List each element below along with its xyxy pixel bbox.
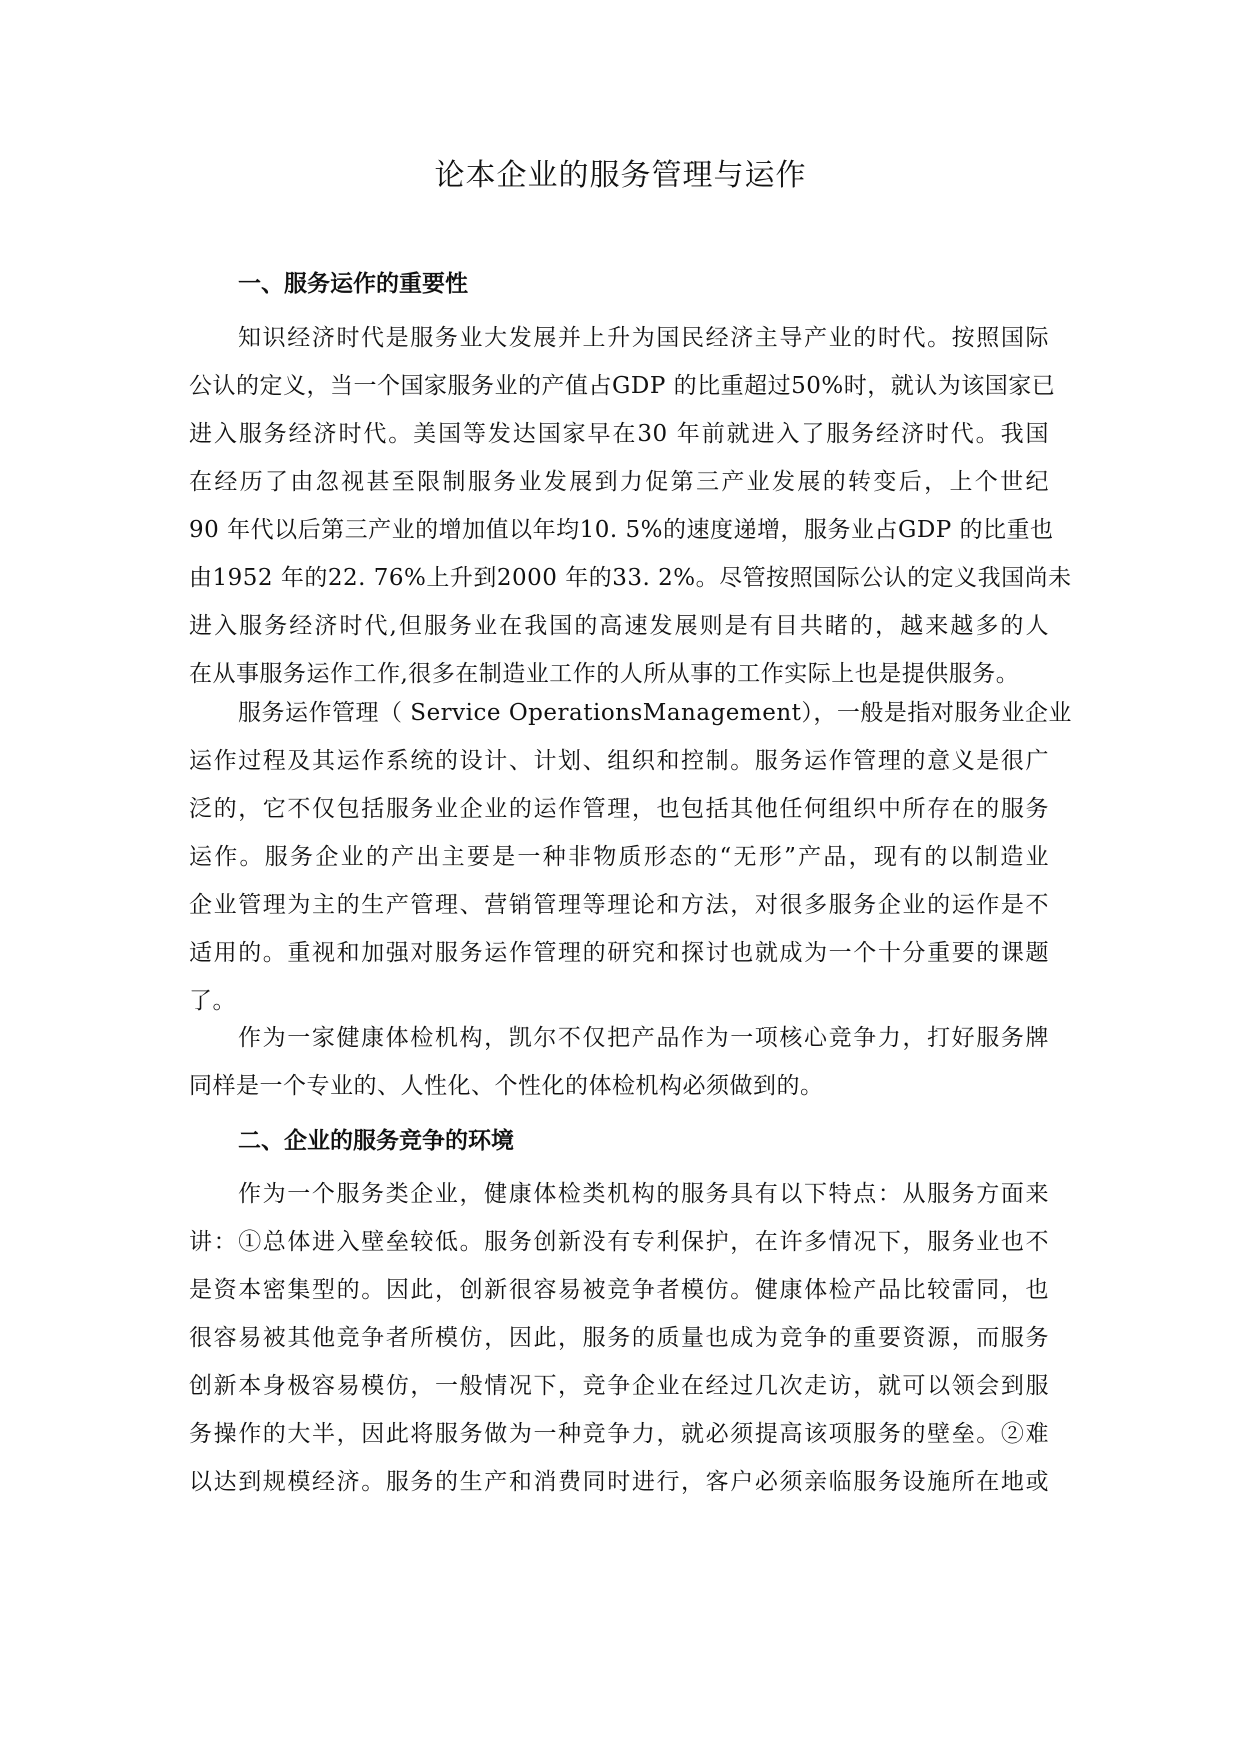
paragraph-line: 由1952 年的22. 76%上升到2000 年的33. 2%。尽管按照国际公认的定义我国尚未: [189, 565, 1072, 591]
paragraph-3: [189, 1014, 1049, 1110]
paragraph-2: [189, 689, 1072, 1025]
paragraph-line: 公认的定义，当一个国家服务业的产值占GDP 的比重超过50%时，就认为该国家已: [189, 373, 1056, 399]
paragraph-line: 运作。服务企业的产出主要是一种非物质形态的“无形”产品，现有的以制造业: [189, 844, 1049, 870]
paragraph-line: 了。: [189, 988, 236, 1014]
paragraph-line: 讲：①总体进入壁垒较低。服务创新没有专利保护，在许多情况下，服务业也不: [189, 1229, 1049, 1255]
paragraph-line: 服务运作管理（ Service OperationsManagement），一般是指对服务业企业: [238, 700, 1072, 726]
paragraph-line: 进入服务经济时代,但服务业在我国的高速发展则是有目共睹的，越来越多的人: [189, 613, 1049, 639]
paragraph-line: 很容易被其他竞争者所模仿，因此，服务的质量也成为竞争的重要资源，而服务: [189, 1325, 1049, 1351]
paragraph-line: 创新本身极容易模仿，一般情况下，竞争企业在经过几次走访，就可以领会到服: [189, 1373, 1049, 1399]
section-heading-1: 一、服务运作的重要性: [238, 271, 468, 297]
document-title: 论本企业的服务管理与运作: [434, 158, 807, 193]
paragraph-line: 在从事服务运作工作,很多在制造业工作的人所从事的工作实际上也是提供服务。: [189, 661, 1020, 687]
section-heading-2: 二、企业的服务竞争的环境: [238, 1128, 514, 1154]
paragraph-line: 在经历了由忽视甚至限制服务业发展到力促第三产业发展的转变后，上个世纪: [189, 469, 1049, 495]
paragraph-line: 泛的，它不仅包括服务业企业的运作管理，也包括其他任何组织中所存在的服务: [189, 796, 1049, 822]
paragraph-line: 是资本密集型的。因此，创新很容易被竞争者模仿。健康体检产品比较雷同，也: [189, 1277, 1049, 1303]
paragraph-line: 运作过程及其运作系统的设计、计划、组织和控制。服务运作管理的意义是很广: [189, 748, 1049, 774]
paragraph-line: 适用的。重视和加强对服务运作管理的研究和探讨也就成为一个十分重要的课题: [189, 940, 1049, 966]
paragraph-line: 90 年代以后第三产业的增加值以年均10. 5%的速度递增，服务业占GDP 的比重也: [189, 517, 1054, 543]
paragraph-line: 以达到规模经济。服务的生产和消费同时进行，客户必须亲临服务设施所在地或: [189, 1469, 1049, 1495]
paragraph-4: [189, 1170, 1049, 1506]
paragraph-line: 同样是一个专业的、人性化、个性化的体检机构必须做到的。: [189, 1073, 824, 1099]
paragraph-line: 进入服务经济时代。美国等发达国家早在30 年前就进入了服务经济时代。我国: [189, 421, 1049, 447]
paragraph-line: 知识经济时代是服务业大发展并上升为国民经济主导产业的时代。按照国际: [238, 325, 1049, 351]
paragraph-line: 作为一家健康体检机构，凯尔不仅把产品作为一项核心竞争力，打好服务牌: [238, 1025, 1049, 1051]
paragraph-line: 作为一个服务类企业，健康体检类机构的服务具有以下特点：从服务方面来: [238, 1181, 1049, 1207]
paragraph-1: [189, 314, 1072, 698]
paragraph-line: 企业管理为主的生产管理、营销管理等理论和方法，对很多服务企业的运作是不: [189, 892, 1049, 918]
paragraph-line: 务操作的大半，因此将服务做为一种竞争力，就必须提高该项服务的壁垒。②难: [189, 1421, 1049, 1447]
